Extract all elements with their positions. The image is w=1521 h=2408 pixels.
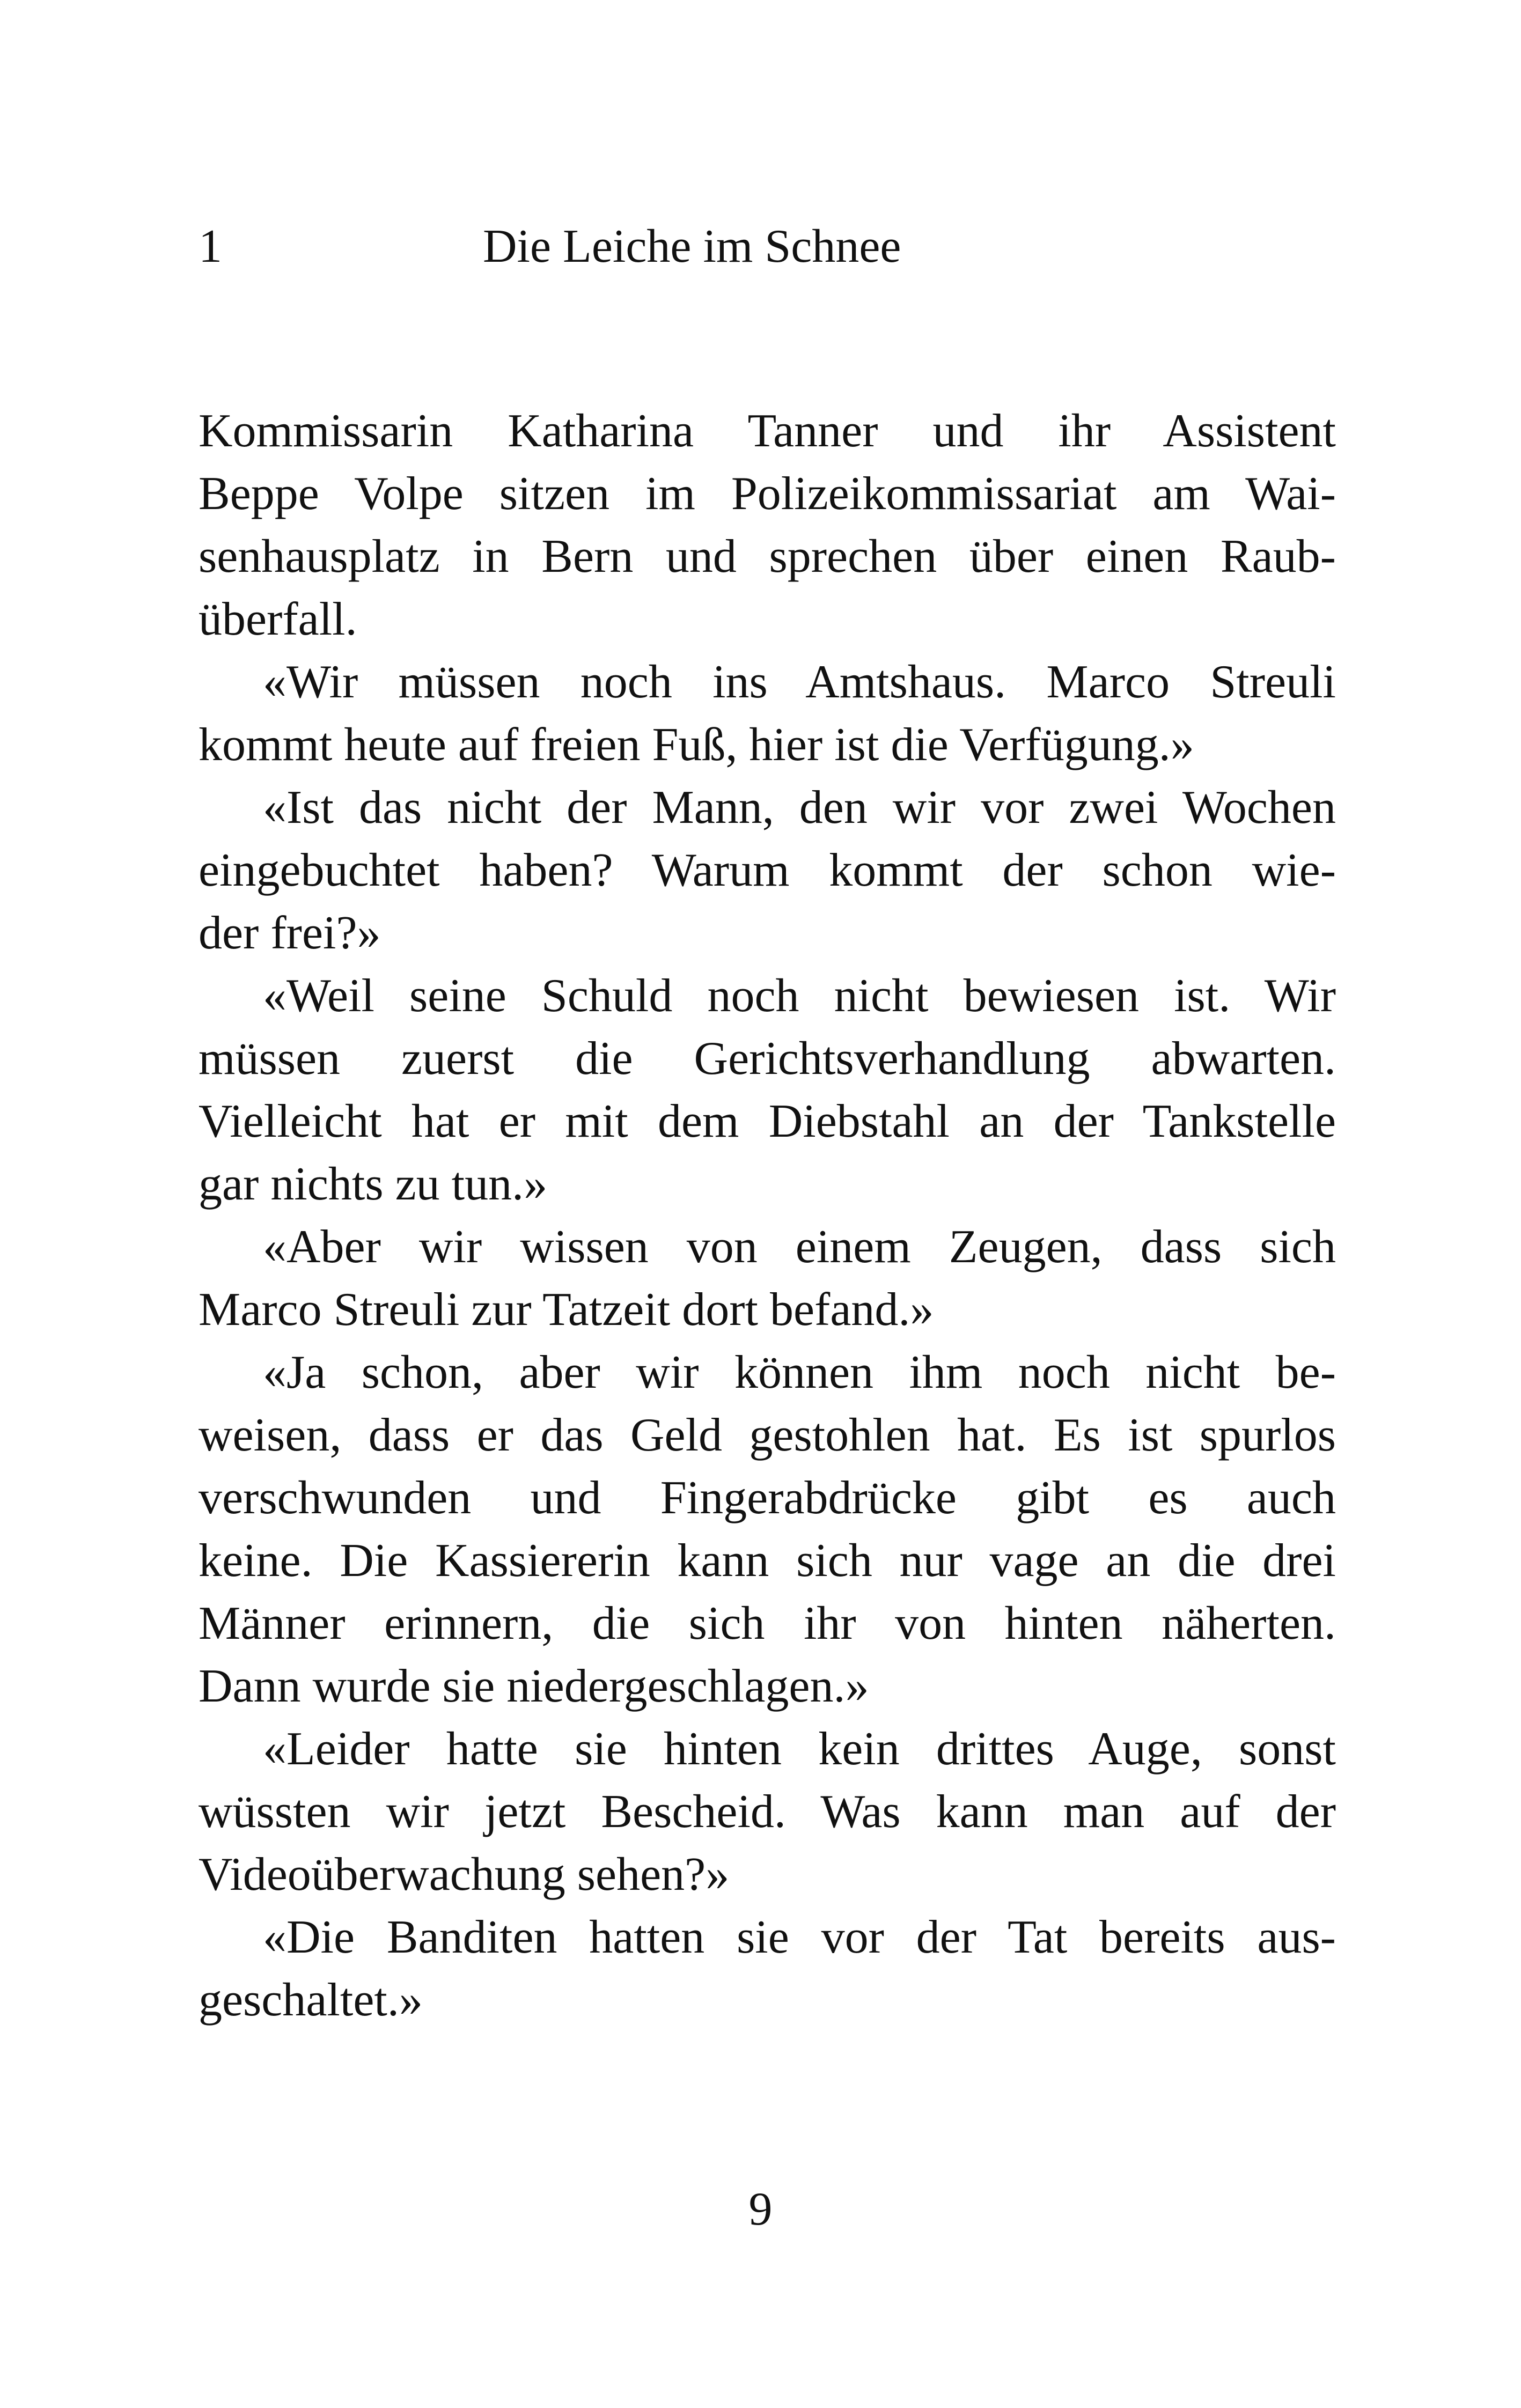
text-line: Beppe Volpe sitzen im Polizeikommissariat am Wai- — [199, 468, 1336, 520]
text-line: «Leider hatte sie hinten kein drittes Auge, sonst — [263, 1723, 1336, 1775]
text-line: eingebuchtet haben? Warum kommt der schon wie- — [199, 844, 1336, 896]
chapter-heading — [199, 212, 1336, 282]
text-line: kommt heute auf freien Fuß, hier ist die Verfügung.» — [199, 719, 1194, 771]
text-line: weisen, dass er das Geld gestohlen hat. Es ist spurlos — [199, 1409, 1336, 1461]
text-line: «Wir müssen noch ins Amtshaus. Marco Streuli — [263, 656, 1336, 708]
text-line: Marco Streuli zur Tatzeit dort befand.» — [199, 1284, 934, 1336]
text-line: Vielleicht hat er mit dem Diebstahl an der Tankstelle — [199, 1095, 1336, 1147]
text-line: verschwunden und Fingerabdrücke gibt es auch — [199, 1472, 1336, 1524]
text-line: überfall. — [199, 593, 357, 645]
text-line: gar nichts zu tun.» — [199, 1158, 548, 1210]
chapter-number: 1 — [199, 220, 222, 273]
text-line: geschaltet.» — [199, 1974, 423, 2026]
page-number: 9 — [748, 2183, 773, 2235]
text-line: Kommissarin Katharina Tanner und ihr Assistent — [199, 405, 1336, 457]
body-text — [199, 400, 1336, 2031]
text-line: müssen zuerst die Gerichtsverhandlung abwarten. — [199, 1033, 1336, 1085]
text-line: «Die Banditen hatten sie vor der Tat bereits aus- — [263, 1911, 1336, 1963]
text-line: der frei?» — [199, 907, 381, 959]
chapter-title: Die Leiche im Schnee — [483, 220, 901, 273]
text-line: wüssten wir jetzt Bescheid. Was kann man auf der — [199, 1786, 1336, 1838]
text-line: Männer erinnern, die sich ihr von hinten näherten. — [199, 1597, 1336, 1649]
text-line: Dann wurde sie niedergeschlagen.» — [199, 1660, 869, 1712]
text-line: keine. Die Kassiererin kann sich nur vage an die drei — [199, 1535, 1336, 1587]
text-line: «Ja schon, aber wir können ihm noch nicht be- — [263, 1346, 1336, 1398]
text-line: senhausplatz in Bern und sprechen über einen Raub- — [199, 531, 1336, 583]
text-line: Videoüberwachung sehen?» — [199, 1849, 730, 1901]
text-line: «Ist das nicht der Mann, den wir vor zwei Wochen — [263, 782, 1336, 834]
text-line: «Weil seine Schuld noch nicht bewiesen ist. Wir — [263, 970, 1336, 1022]
text-line: «Aber wir wissen von einem Zeugen, dass sich — [263, 1221, 1336, 1273]
